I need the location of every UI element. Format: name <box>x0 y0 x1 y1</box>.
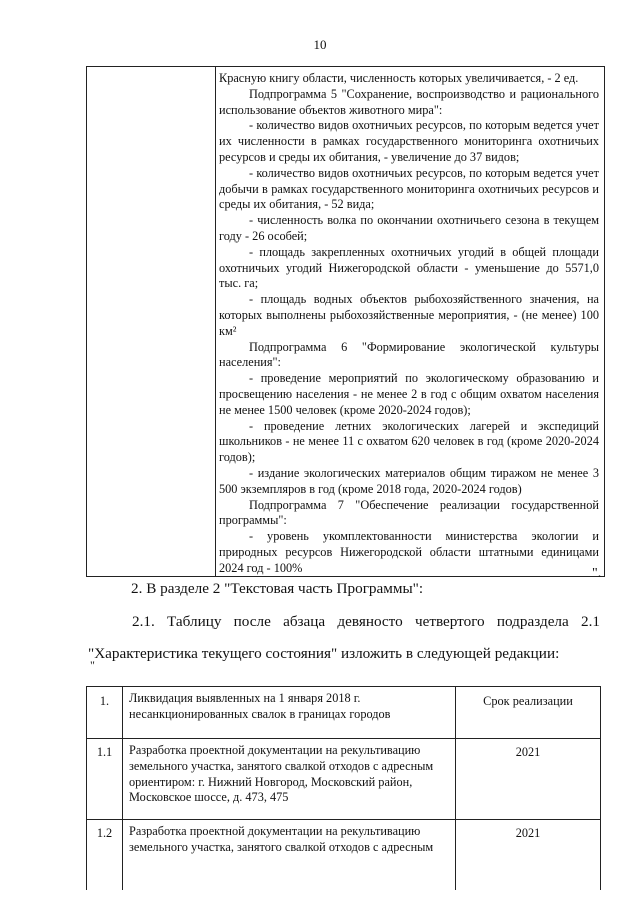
subprogram-5-heading: Подпрограмма 5 "Сохранение, воспроизводство и рационального использование объектов животного мира": <box>219 86 599 117</box>
indicator-paragraph: - проведение мероприятий по экологическому образованию и просвещению населения - не менее 2 в год с общим охватом населения не менее 1500 человек (кроме 2020-2024 годов); <box>219 371 599 417</box>
row-description: Разработка проектной документации на рекультивацию земельного участка, занятого свалкой отходов с адресным ориентиром: г. Нижний Новгород, Московский район, Московское шоссе, д. 473, 475 <box>123 739 456 820</box>
continuation-table <box>86 66 605 577</box>
page-number: 10 <box>313 37 327 52</box>
subprogram-6-heading: Подпрограмма 6 "Формирование экологической культуры населения": <box>219 339 599 370</box>
row-description: Ликвидация выявленных на 1 января 2018 г. несанкционированных свалок в границах городов <box>123 687 456 739</box>
row-deadline: 2021 <box>456 739 601 820</box>
section-2-heading: 2. В разделе 2 "Текстовая часть Программы": <box>131 580 424 597</box>
indicators-cell <box>219 71 599 577</box>
table-row <box>87 820 601 891</box>
section-2-1-text: 2.1. Таблицу после абзаца девяносто четвертого подраздела 2.1 "Характеристика текущего состояния" изложить в следующей редакции: <box>88 613 600 662</box>
indicator-paragraph: - площадь закрепленных охотничьих угодий в общей площади охотничьих угодий Нижегородской области - уменьшение до 5571,0 тыс. га; <box>219 244 599 291</box>
table-row <box>87 739 601 820</box>
row-description: Разработка проектной документации на рекультивацию земельного участка, занятого свалкой отходов с адресным <box>123 820 456 891</box>
subprogram-7-heading: Подпрограмма 7 "Обеспечение реализации государственной программы": <box>219 497 599 528</box>
landfill-table <box>86 686 601 890</box>
deadline-header: Срок реализации <box>456 687 601 739</box>
closing-quote-mark: ". <box>592 566 602 581</box>
indicator-paragraph: - площадь водных объектов рыбохозяйственного значения, на которых выполнены рыбохозяйственные мероприятия, - (не менее) 100 км² <box>219 292 599 338</box>
table-column-divider <box>215 67 216 576</box>
row-number: 1.2 <box>87 820 123 891</box>
indicator-paragraph: - проведение летних экологических лагерей и экспедиций школьников - не менее 11 с охватом 620 человек в год (кроме 2020-2024 годов); <box>219 418 599 465</box>
indicator-paragraph: - количество видов охотничьих ресурсов, по которым ведется учет их численности в рамках государственного мониторинга охотничьих ресурсов и среды их обитания, - увеличение до 37 видов; <box>219 118 599 164</box>
table-header-row <box>87 687 601 739</box>
opening-quote-mark: " <box>90 658 95 672</box>
indicator-paragraph: - численность волка по окончании охотничьего сезона в текущем году - 26 особей; <box>219 213 599 243</box>
indicator-paragraph: - количество видов охотничьих ресурсов, по которым ведется учет добычи в рамках государственного мониторинга охотничьих ресурсов и среды их обитания, - 52 вида; <box>219 165 599 212</box>
indicator-paragraph: - издание экологических материалов общим тиражом не менее 3 500 экземпляров в год (кроме 2018 года, 2020-2024 годов) <box>219 465 599 496</box>
indicator-paragraph: Красную книгу области, численность которых увеличивается, - 2 ед. <box>219 71 579 85</box>
indicator-paragraph: - уровень укомплектованности министерства экологии и природных ресурсов Нижегородской области штатными единицами 2024 год - 100% <box>219 529 599 575</box>
row-number: 1.1 <box>87 739 123 820</box>
row-number: 1. <box>87 687 123 739</box>
row-deadline: 2021 <box>456 820 601 891</box>
